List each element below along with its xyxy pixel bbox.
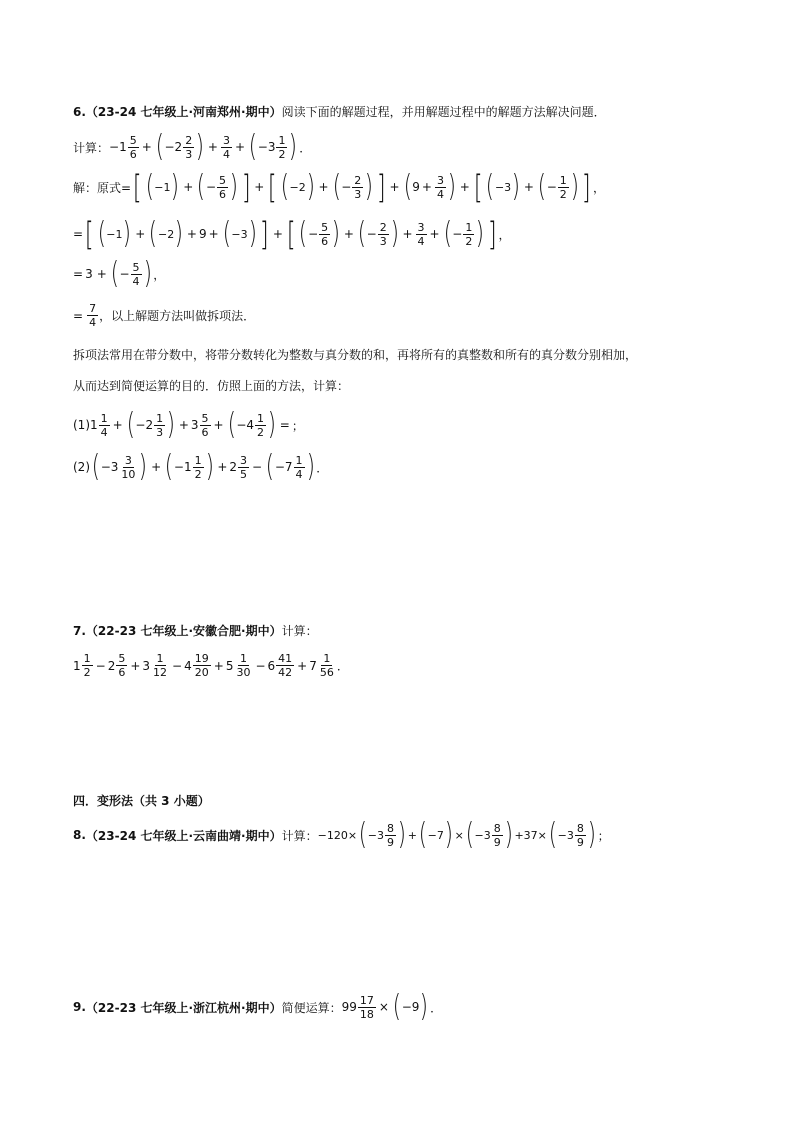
q9-line: 9. （22-23 七年级上·浙江杭州·期中） 简便运算： 99 $\frac{17}{18}$ × ( −9 ) ．: [73, 992, 442, 1022]
q6-calc-expression: 计算： −1 $\frac{5}{6}$ + ( −2 $\frac{2}{3}$ ) + $\frac{3}{4}$ + ( −3 $\frac{1}{2}$ ) ．: [73, 132, 311, 162]
q8-line: 8. （23-24 七年级上·云南曲靖·期中） 计算： −120× ( −3 $\frac{8}{9}$ ) + ( −7 ) × ( −3 $\frac{8}{9}$ ) +37× ( −3 $\frac{8}{9}$ ) ；: [73, 820, 610, 850]
q6-stem: 阅读下面的解题过程，并用解题过程中的解题方法解决问题．: [281, 105, 606, 119]
q9-number: 9.: [73, 1000, 86, 1014]
q6-solution-line2: = ( [ −1 ) + ( −2 ) + 9 + ( −3 ) ] + ( [ − $\frac{5}{6}$ ) + ( − $\frac{2}{3}$ ) + $\frac{3}{4}$ + ( − $\frac{1}{2}$ ) ] ，: [73, 218, 511, 250]
q7-stem: 计算：: [281, 624, 318, 638]
q8-stem: 计算：: [281, 828, 318, 843]
q6-answer-note: ，以上解题方法叫做拆项法．: [99, 309, 256, 323]
q6-part1-label: (1): [73, 418, 90, 432]
q6-calc-label: 计算：: [73, 140, 110, 155]
q6-solution-line1: 解：原式= ( [ −1 ) + ( − $\frac{5}{6}$ ) ] + ( [ −2 ) + ( − $\frac{2}{3}$ ) ] + ( 9 + $\frac{3}{4}$ ) + ( [ −3 ) + ( − $\frac{1}{2}$ ) ] ，: [73, 171, 605, 203]
q7-expression: 1 $\frac{1}{2}$ − 2 $\frac{5}{6}$ + 3 $\frac{1}{12}$ − 4 $\frac{19}{20}$ + 5 $\frac{1}{30}$ − 6 $\frac{41}{42}$ + 7 $\frac{1}{56}$ ．: [73, 652, 349, 679]
q6-solution-line4: = $\frac{7}{4}$ ，以上解题方法叫做拆项法．: [73, 302, 256, 329]
q6-explain-line1: 拆项法常用在带分数中，将带分数转化为整数与真分数的和，再将所有的真整数和所有的真分数分别相加，: [73, 348, 638, 362]
q6-part2-label: (2): [73, 460, 90, 474]
q6-header: [73, 103, 606, 120]
q6-explain-line2: 从而达到简便运算的目的．仿照上面的方法，计算：: [73, 379, 350, 393]
q8-source: （23-24 七年级上·云南曲靖·期中）: [85, 828, 282, 843]
q8-number: 8.: [73, 828, 86, 842]
q6-part1: (1) 1 $\frac{1}{4}$ + ( −2 $\frac{1}{3}$ ) + 3 $\frac{5}{6}$ + ( −4 $\frac{1}{2}$ ) = ；: [73, 410, 304, 440]
q7-number: 7.: [73, 623, 86, 638]
q6-number: 6.: [73, 104, 86, 119]
q7-source: （22-23 七年级上·安徽合肥·期中）: [85, 624, 282, 638]
q6-part2: (2) ( −3 $\frac{3}{10}$ ) + ( −1 $\frac{1}{2}$ ) + 2 $\frac{3}{5}$ − ( −7 $\frac{1}{4}$ ) ．: [73, 452, 328, 482]
q6-solution-line3: = 3 + ( − $\frac{5}{4}$ ) ，: [73, 259, 165, 289]
q6-solution-label: 解：原式=: [73, 180, 132, 195]
q6-source: （23-24 七年级上·河南郑州·期中）: [85, 105, 282, 119]
q9-source: （22-23 七年级上·浙江杭州·期中）: [85, 1000, 282, 1015]
q7-header: [73, 622, 318, 639]
q9-stem: 简便运算：: [281, 1000, 342, 1015]
section4-title: 四．变形法（共 3 小题）: [73, 794, 210, 808]
